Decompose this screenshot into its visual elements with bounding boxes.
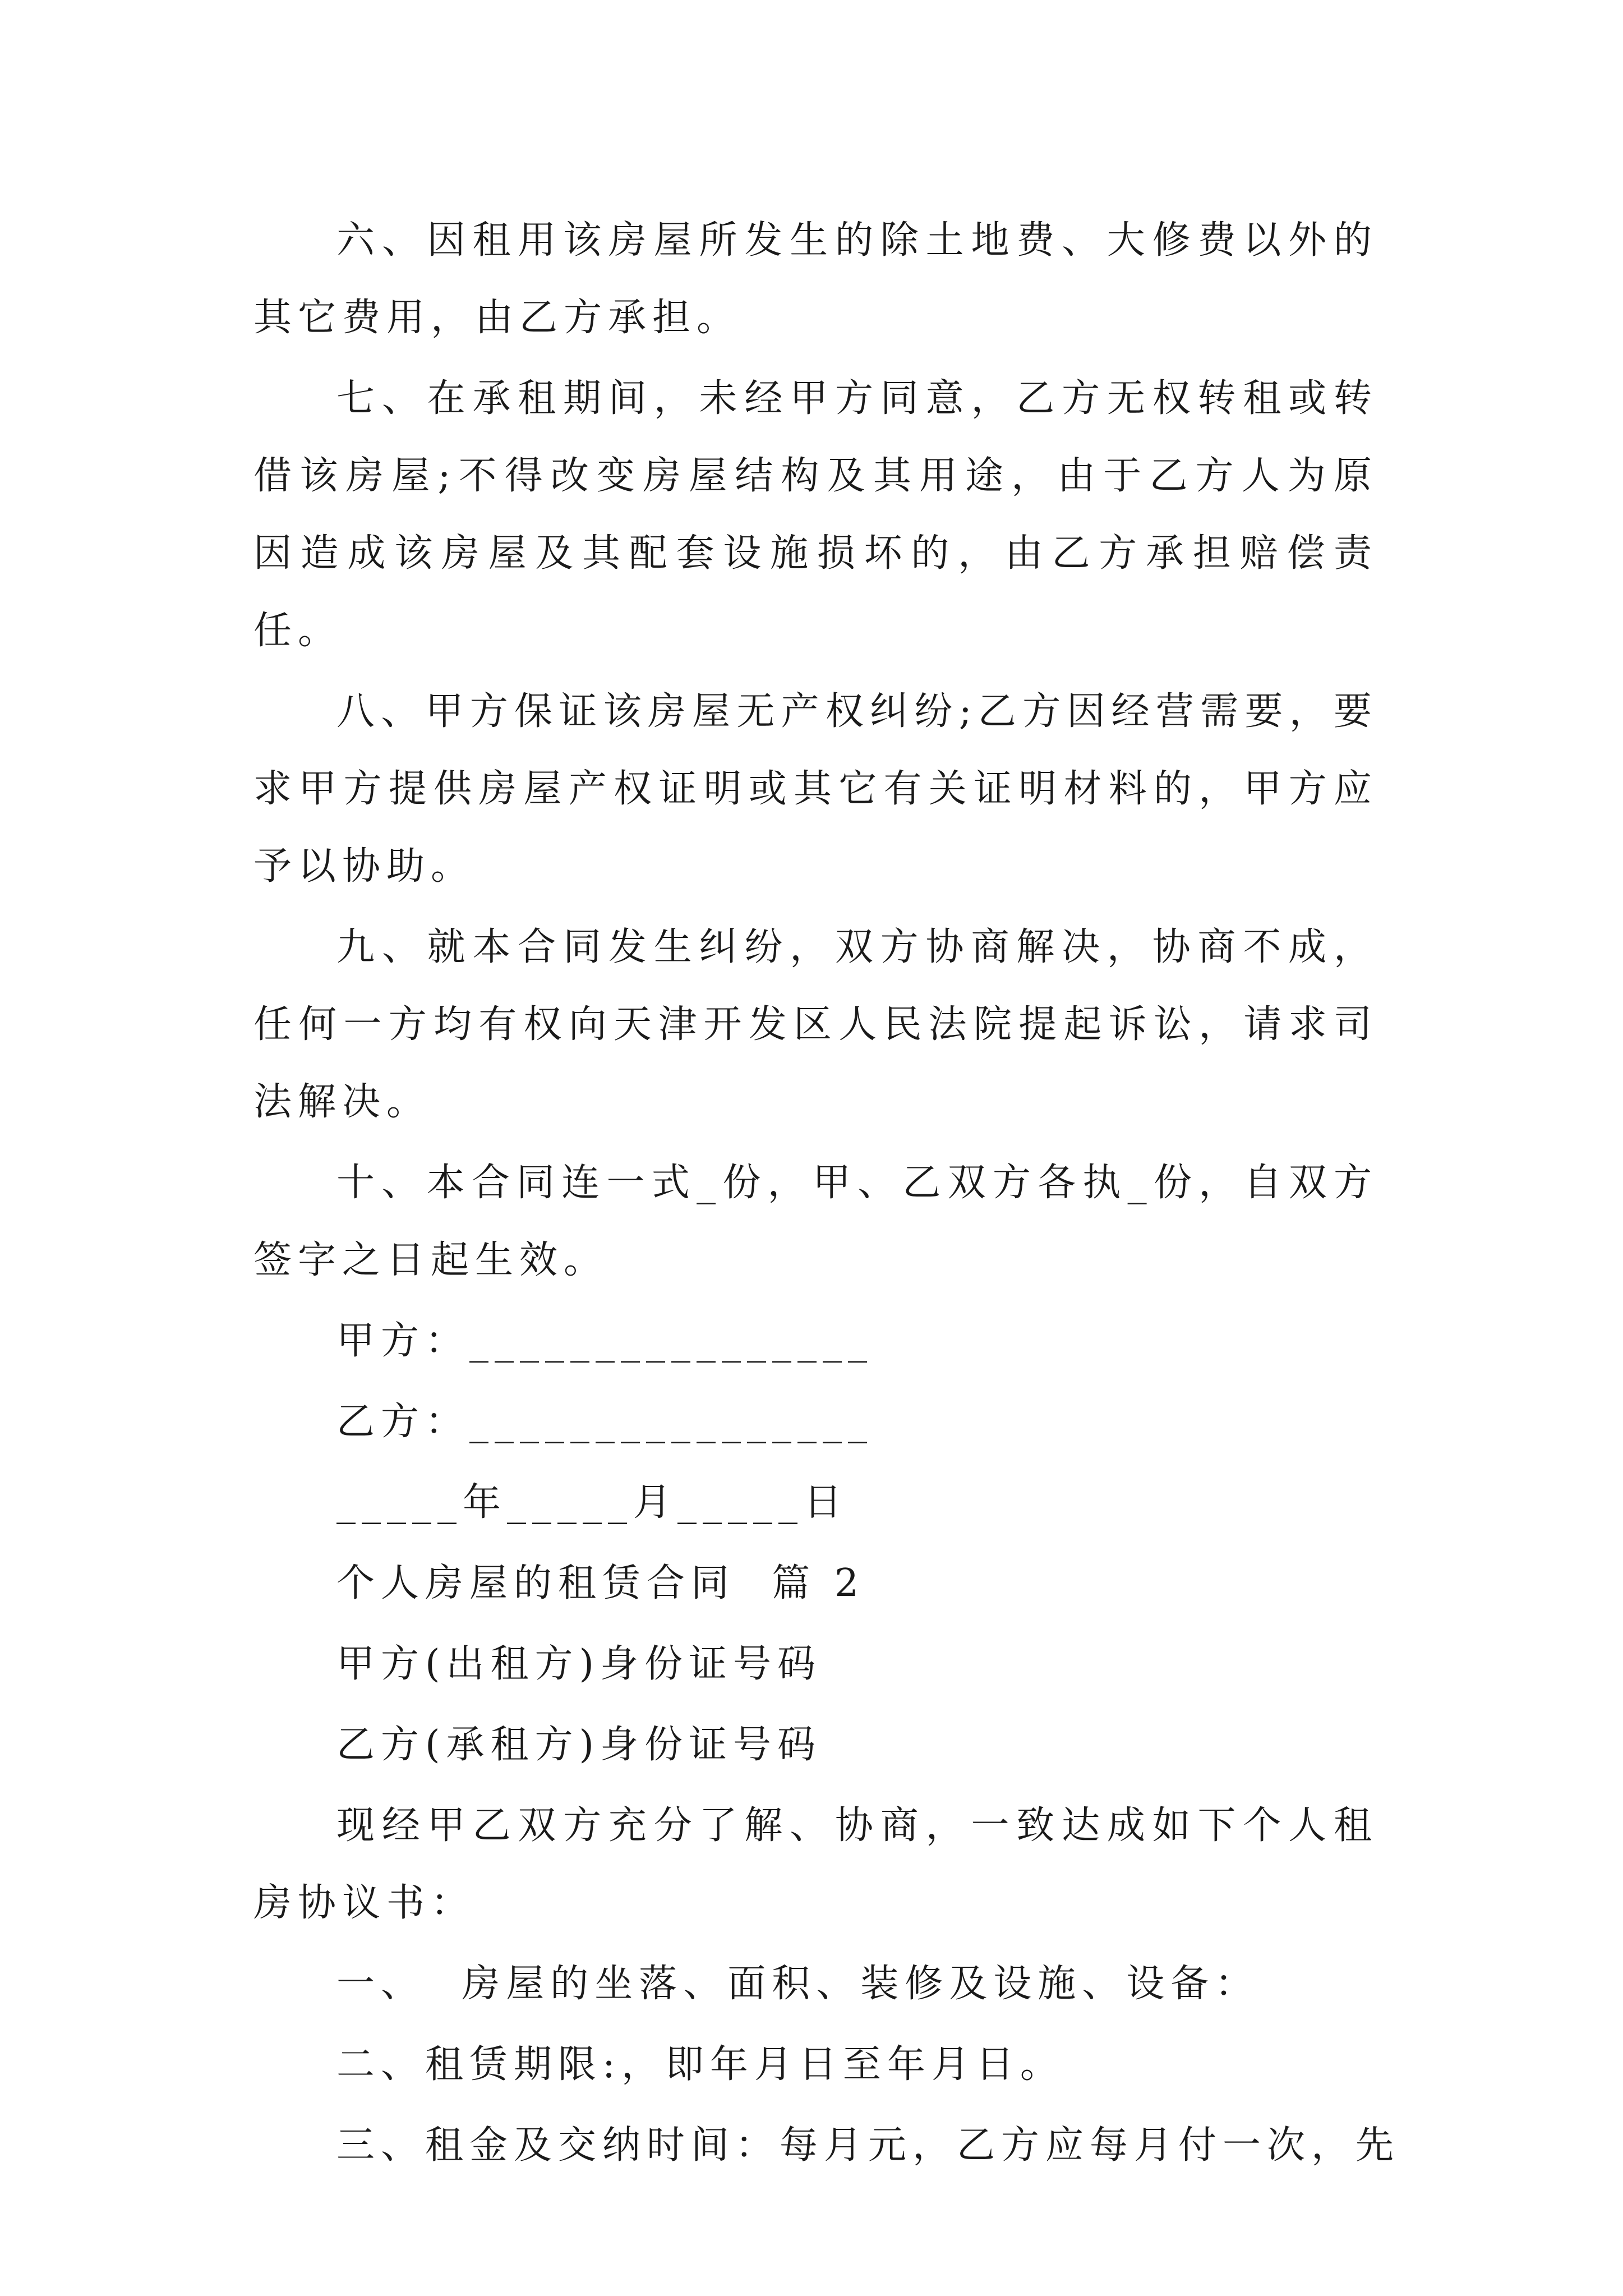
section-2-clause-1: 一、 房屋的坐落、面积、装修及设施、设备： — [336, 1962, 1260, 2006]
clause-7: 七、在承租期间，未经甲方同意，乙方无权转租或转借该房屋;不得改变房屋结构及其用途，由于乙方人为原因造成该房屋及其配套设施损坏的，由乙方承担赔偿责任。 — [253, 376, 1378, 653]
section-2-title: 个人房屋的租赁合同 篇 2 — [336, 1561, 865, 1605]
signature-date-line: _____年_____月_____日 — [336, 1480, 849, 1525]
document-page — [253, 202, 1400, 2188]
clause-8: 八、甲方保证该房屋无产权纠纷;乙方因经营需要，要求甲方提供房屋产权证明或其它有关证明材料的，甲方应予以协助。 — [253, 689, 1378, 889]
party-b-id-line: 乙方(承租方)身份证号码 — [336, 1723, 822, 1767]
clause-10: 十、本合同连一式_份，甲、乙双方各执_份，自双方签字之日起生效。 — [253, 1161, 1378, 1282]
clause-6: 六、因租用该房屋所发生的除土地费、大修费以外的其它费用，由乙方承担。 — [253, 218, 1378, 340]
agreement-intro: 现经甲乙双方充分了解、协商，一致达成如下个人租房协议书： — [253, 1803, 1378, 1925]
party-a-id-line: 甲方(出租方)身份证号码 — [336, 1642, 822, 1686]
section-2-clause-2: 二、租赁期限:，即年月日至年月日。 — [336, 2042, 1064, 2087]
party-a-signature-line: 甲方：________________ — [336, 1319, 874, 1363]
section-2-clause-3: 三、租金及交纳时间：每月元，乙方应每月付一次，先 — [336, 2123, 1400, 2168]
clause-9: 九、就本合同发生纠纷，双方协商解决，协商不成，任何一方均有权向天津开发区人民法院提起诉讼，请求司法解决。 — [253, 925, 1378, 1124]
party-b-signature-line: 乙方：________________ — [336, 1400, 874, 1444]
